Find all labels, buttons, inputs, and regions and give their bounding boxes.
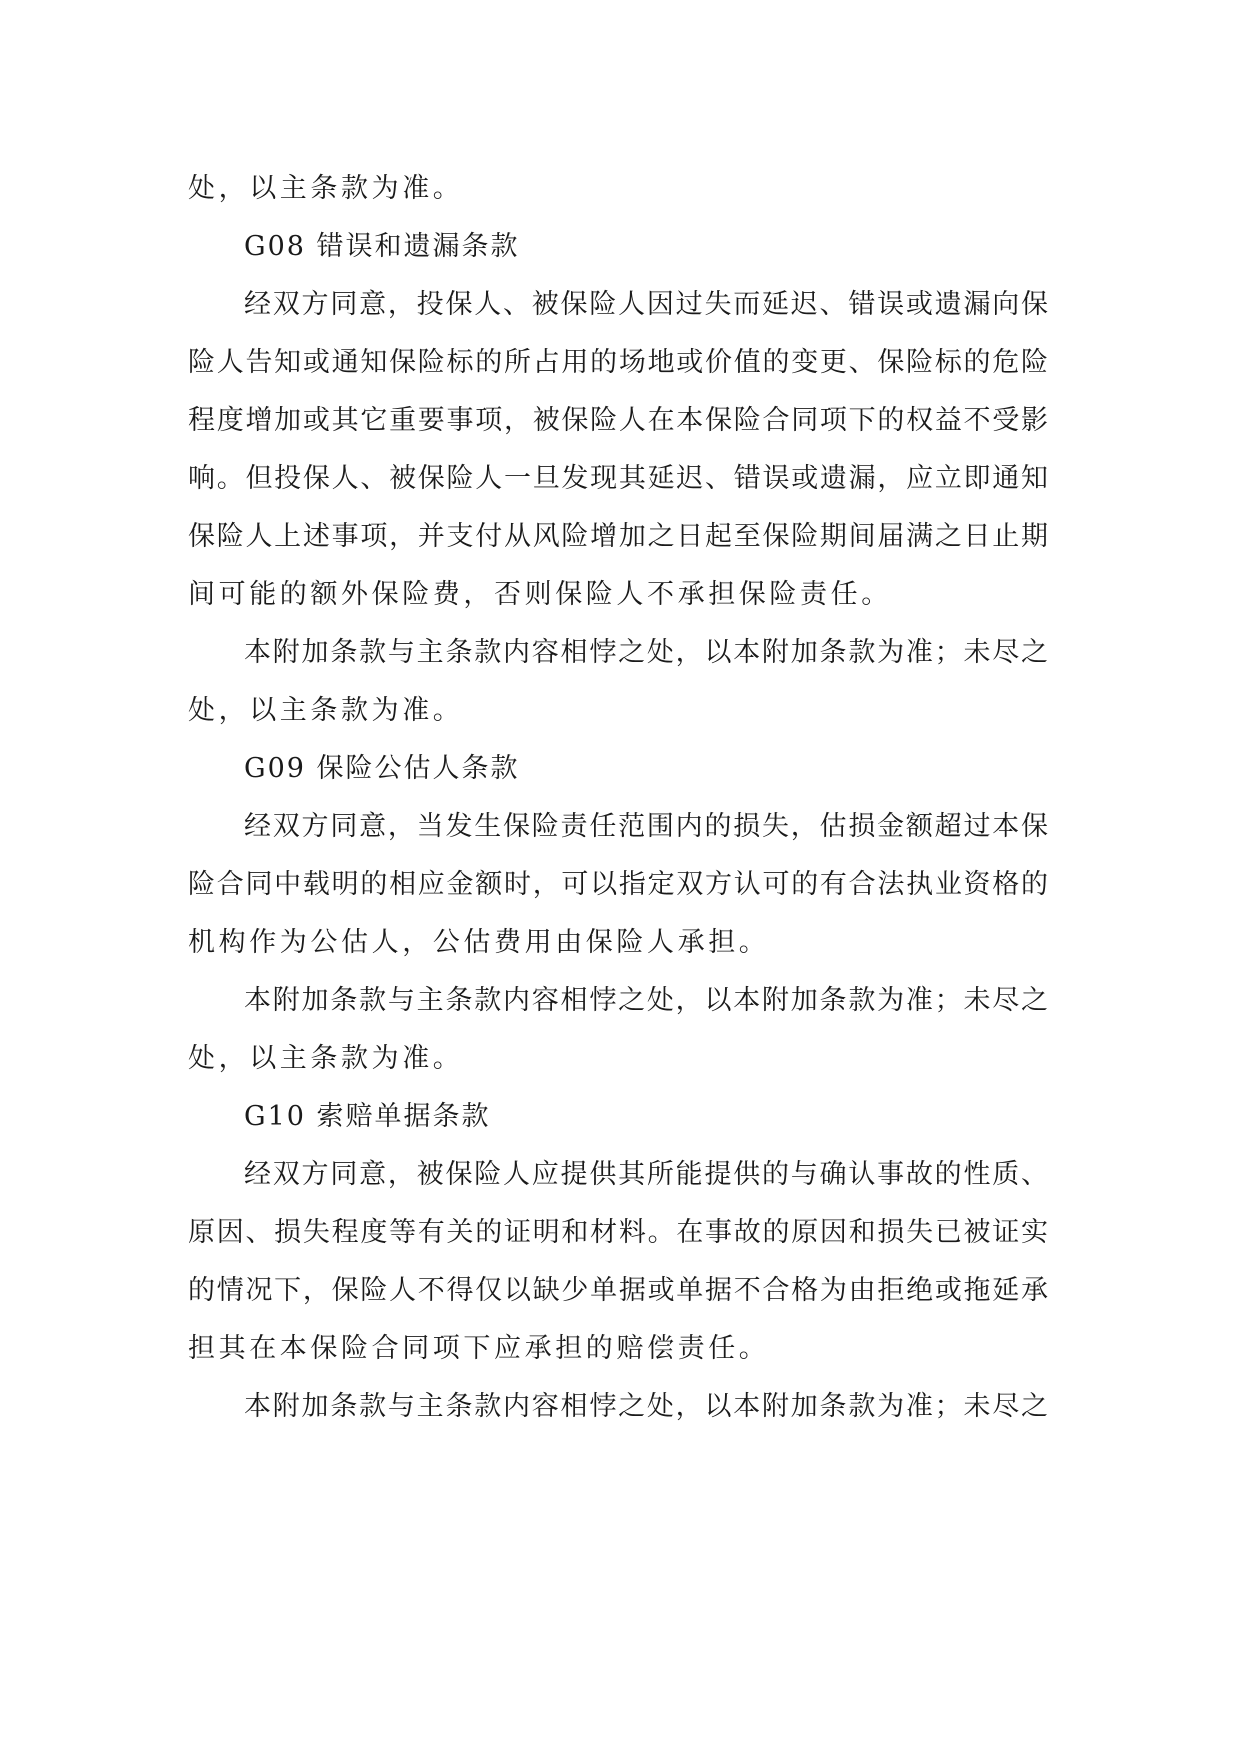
text-line: 程度增加或其它重要事项，被保险人在本保险合同项下的权益不受影 (188, 405, 1048, 436)
text-line: 经双方同意，被保险人应提供其所能提供的与确认事故的性质、 (244, 1159, 1048, 1190)
text-line: 处，以主条款为准。 (188, 695, 464, 726)
clause-heading-g10: G10 索赔单据条款 (244, 1101, 491, 1132)
clause-heading-g08: G08 错误和遗漏条款 (244, 231, 520, 262)
clause-heading-g09: G09 保险公估人条款 (244, 753, 520, 784)
text-line: 处，以主条款为准。 (188, 1043, 464, 1074)
document-body (188, 160, 1048, 1436)
text-line: 处，以主条款为准。 (188, 173, 464, 204)
text-line: 的情况下，保险人不得仅以缺少单据或单据不合格为由拒绝或拖延承 (188, 1275, 1048, 1306)
text-line: 经双方同意，当发生保险责任范围内的损失，估损金额超过本保 (244, 811, 1048, 842)
text-line: 险人告知或通知保险标的所占用的场地或价值的变更、保险标的危险 (188, 347, 1048, 378)
text-line: 原因、损失程度等有关的证明和材料。在事故的原因和损失已被证实 (188, 1217, 1048, 1248)
text-line: 响。但投保人、被保险人一旦发现其延迟、错误或遗漏，应立即通知 (188, 463, 1048, 494)
text-line: 本附加条款与主条款内容相悖之处，以本附加条款为准；未尽之 (244, 1391, 1048, 1422)
text-line: 保险人上述事项，并支付从风险增加之日起至保险期间届满之日止期 (188, 521, 1048, 552)
text-line: 间可能的额外保险费，否则保险人不承担保险责任。 (188, 579, 892, 610)
text-line: 机构作为公估人，公估费用由保险人承担。 (188, 927, 770, 958)
text-line: 本附加条款与主条款内容相悖之处，以本附加条款为准；未尽之 (244, 985, 1048, 1016)
text-line: 经双方同意，投保人、被保险人因过失而延迟、错误或遗漏向保 (244, 289, 1048, 320)
text-line: 险合同中载明的相应金额时，可以指定双方认可的有合法执业资格的 (188, 869, 1048, 900)
text-line: 担其在本保险合同项下应承担的赔偿责任。 (188, 1333, 770, 1364)
text-line: 本附加条款与主条款内容相悖之处，以本附加条款为准；未尽之 (244, 637, 1048, 668)
